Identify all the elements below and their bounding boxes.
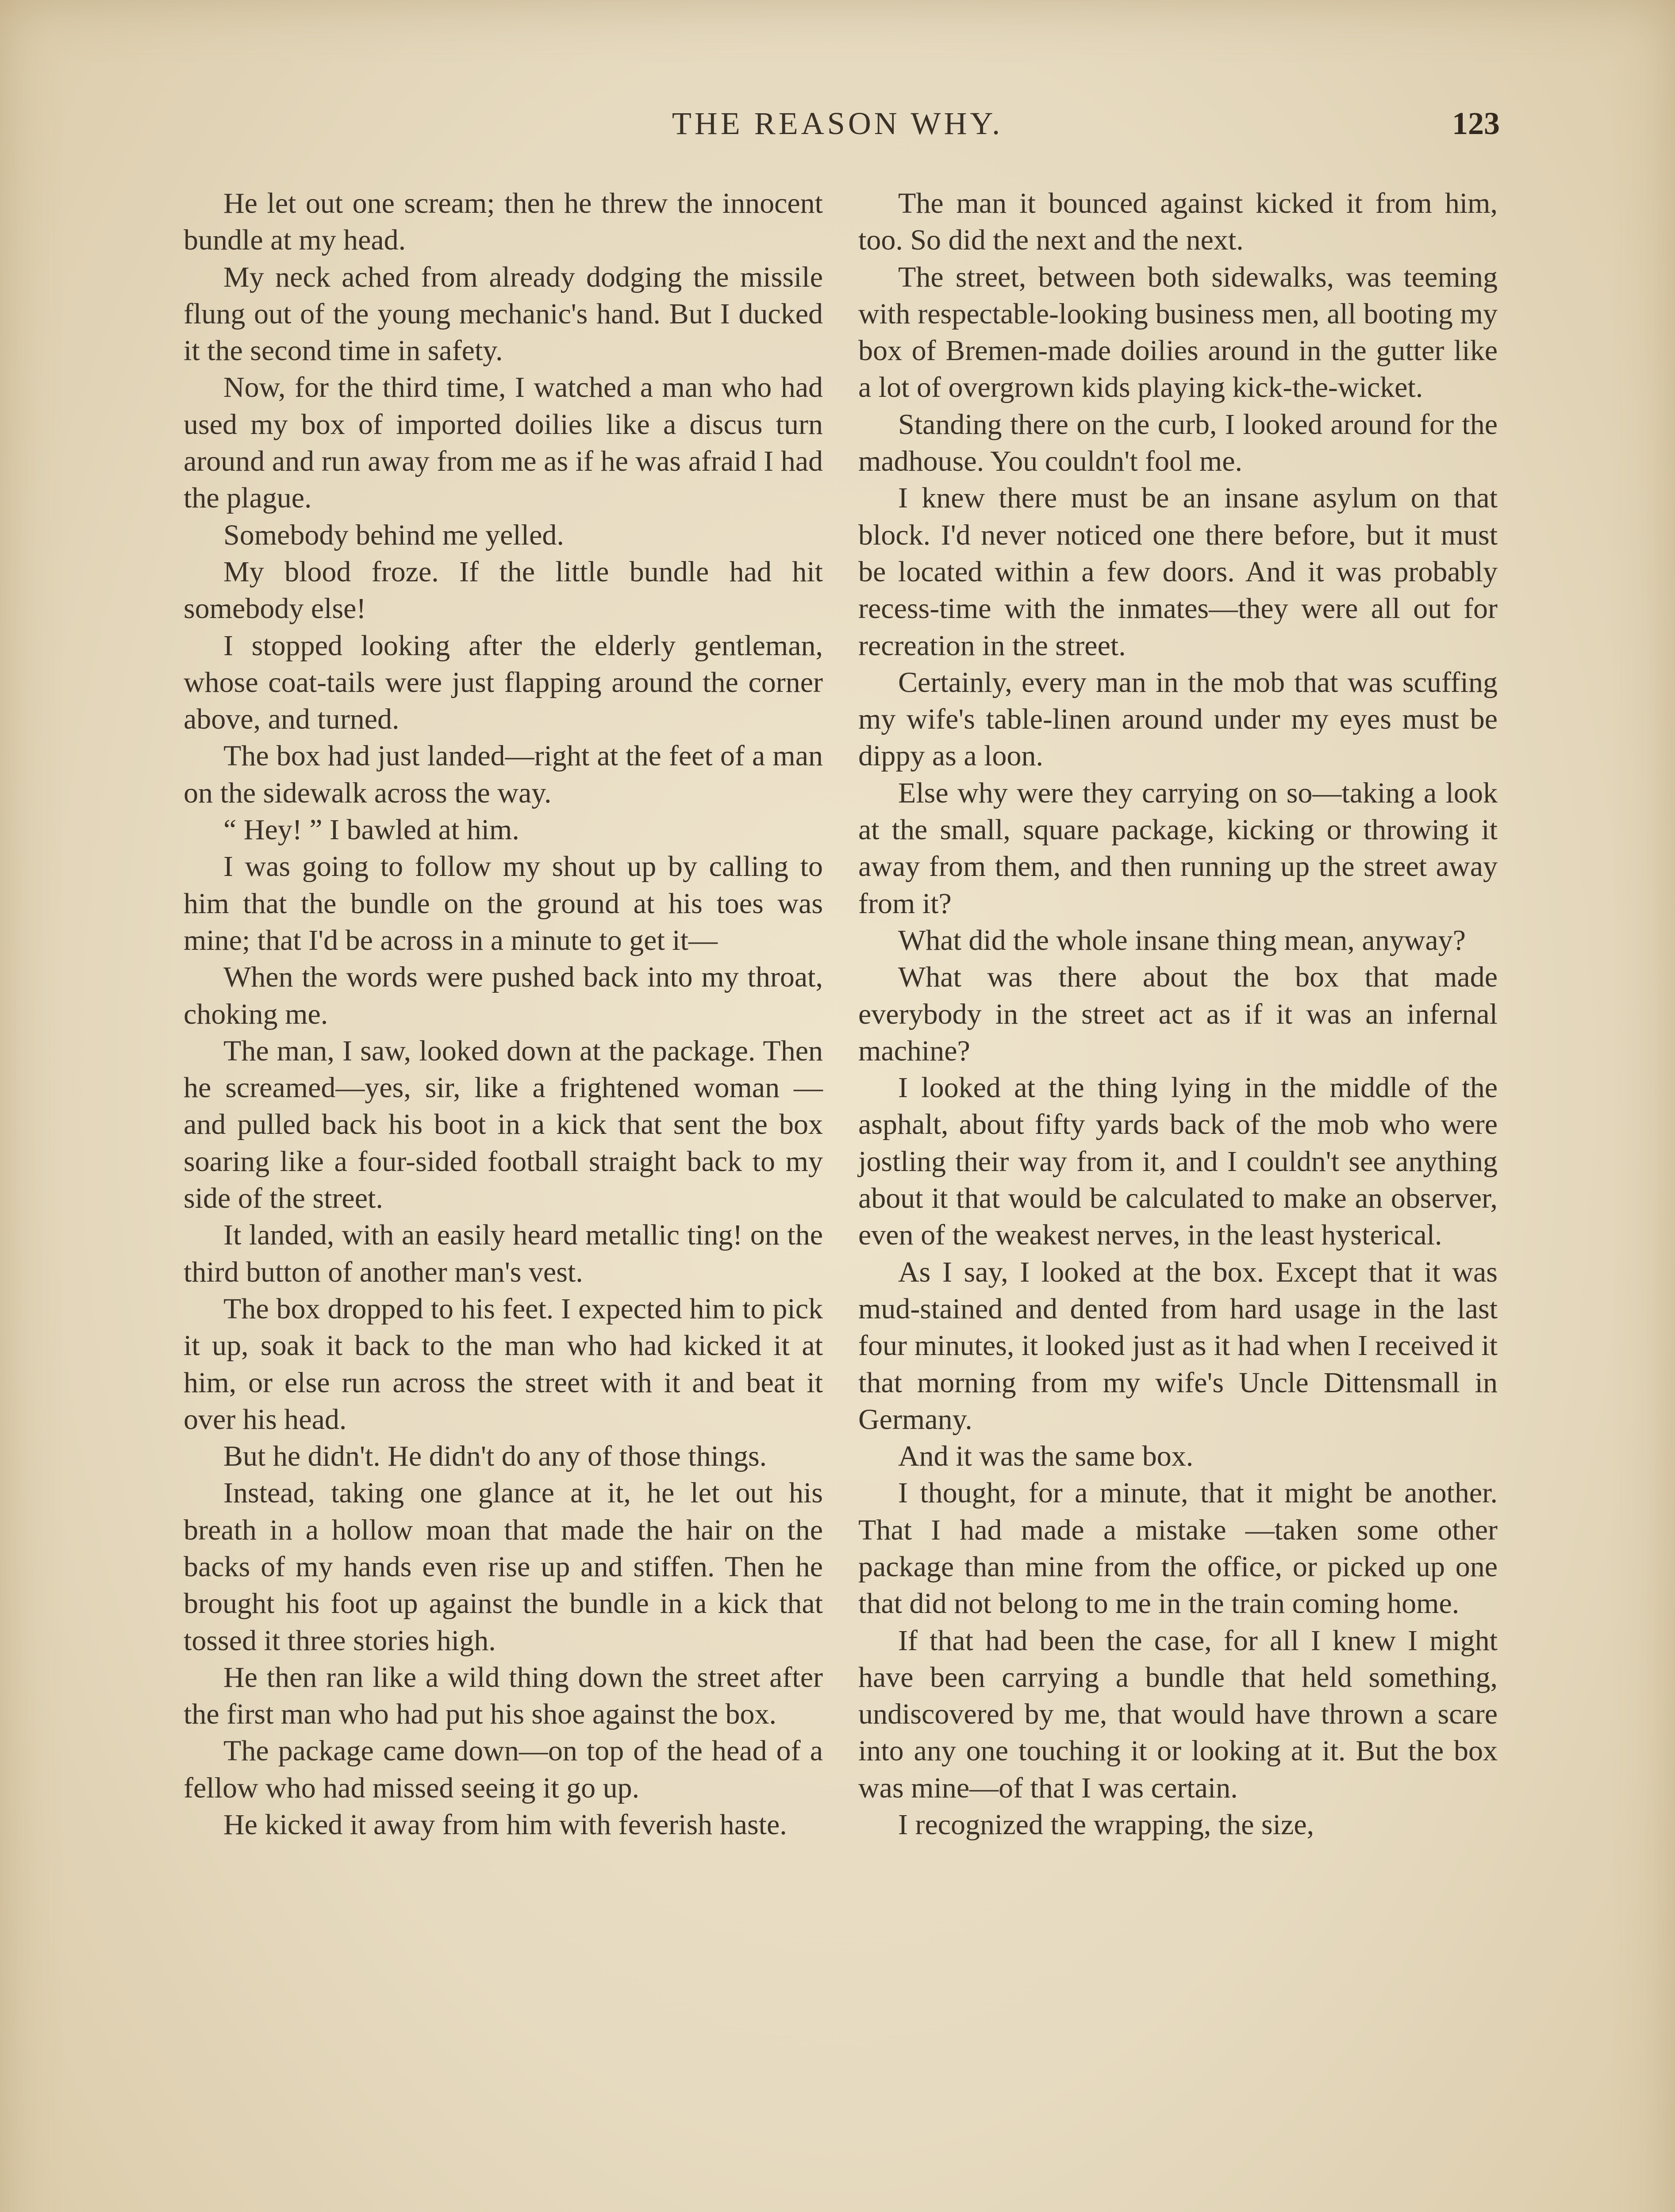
paragraph: And it was the same box.	[898, 1440, 1194, 1473]
paragraph: The package came down—on top of the head of a fellow who had missed seeing it go up.	[184, 1735, 823, 1804]
running-head: THE REASON WHY.	[672, 106, 1003, 141]
paragraph: I knew there must be an insane asylum on that block. I'd never noticed one there before, but it must be located within a few doors. And it was probably recess-time with the inmates—they were all out for recreation in the street.	[858, 482, 1498, 662]
paragraph: The box had just landed—right at the feet of a man on the sidewalk across the way.	[184, 740, 823, 809]
paragraph: The man, I saw, looked down at the package. Then he screamed—yes, sir, like a frightened woman — and pulled back his boot in a kick that sent the box soaring like a four-sided football straight back to my side of the street.	[184, 1034, 823, 1215]
paragraph: My neck ached from already dodging the missile flung out of the young mechanic's hand. But I ducked it the second time in safety.	[184, 261, 823, 367]
paragraph: I was going to follow my shout up by calling to him that the bundle on the ground at his toes was mine; that I'd be across in a minute to get it—	[184, 850, 823, 956]
paragraph: Instead, taking one glance at it, he let out his breath in a hollow moan that made the hair on the backs of my hands even rise up and stiffen. Then he brought his foot up against the bundle in a kick that tossed it three stories high.	[184, 1477, 823, 1657]
paragraph: I thought, for a minute, that it might be another. That I had made a mistake —taken some other package than mine from the office, or picked up one that did not belong to me in the train coming home.	[858, 1477, 1498, 1620]
right-column	[858, 185, 1498, 1843]
paragraph: I stopped looking after the elderly gentleman, whose coat-tails were just flapping around the corner above, and turned.	[184, 629, 823, 736]
page-number: 123	[1452, 106, 1500, 141]
paragraph: As I say, I looked at the box. Except that it was mud-stained and dented from hard usage in the last four minutes, it looked just as it had when I received it that morning from my wife's Uncle Dittensmall in Germany.	[858, 1256, 1498, 1436]
paragraph: What was there about the box that made everybody in the street act as if it was an infernal machine?	[858, 961, 1498, 1067]
paragraph: He let out one scream; then he threw the innocent bundle at my head.	[184, 187, 823, 257]
paragraph: Somebody behind me yelled.	[223, 518, 564, 551]
paragraph: Certainly, every man in the mob that was scuffing my wife's table-linen around under my eyes must be dippy as a loon.	[858, 666, 1498, 772]
paragraph: The street, between both sidewalks, was teeming with respectable-looking business men, all booting my box of Bremen-made doilies around in the gutter like a lot of overgrown kids playing kick-the-wicket.	[858, 261, 1498, 404]
paragraph: What did the whole insane thing mean, anyway?	[898, 924, 1466, 956]
paragraph: I looked at the thing lying in the middle of the asphalt, about fifty yards back of the mob who were jostling their way from it, and I couldn't see anything about it that would be calculated to make an observer, even of the weakest nerves, in the least hysterical.	[858, 1071, 1498, 1252]
paragraph: The box dropped to his feet. I expected him to pick it up, soak it back to the man who had kicked it at him, or else run across the street with it and beat it over his head.	[184, 1292, 823, 1436]
paragraph: He kicked it away from him with feverish haste.	[223, 1809, 787, 1841]
paragraph: Else why were they carrying on so—taking a look at the small, square package, kicking or throwing it away from them, and then running up the street away from it?	[858, 776, 1498, 920]
paragraph: But he didn't. He didn't do any of those things.	[223, 1440, 767, 1473]
paragraph: Standing there on the curb, I looked around for the madhouse. You couldn't fool me.	[858, 408, 1498, 478]
paragraph: Now, for the third time, I watched a man who had used my box of imported doilies like a discus turn around and run away from me as if he was afraid I had the plague.	[184, 371, 823, 515]
paragraph: It landed, with an easily heard metallic ting! on the third button of another man's vest.	[184, 1219, 823, 1288]
paragraph: If that had been the case, for all I knew I might have been carrying a bundle that held something, undiscovered by me, that would have thrown a scare into any one touching it or looking at it. But the box was mine—of that I was certain.	[858, 1624, 1498, 1804]
paragraph: I recognized the wrapping, the size,	[898, 1809, 1314, 1841]
paragraph: The man it bounced against kicked it from him, too. So did the next and the next.	[858, 187, 1498, 257]
paragraph: My blood froze. If the little bundle had hit somebody else!	[184, 555, 823, 625]
paragraph: He then ran like a wild thing down the street after the first man who had put his shoe against the box.	[184, 1661, 823, 1731]
left-column	[184, 185, 823, 1843]
paragraph: When the words were pushed back into my throat, choking me.	[184, 961, 823, 1030]
paragraph: “ Hey! ” I bawled at him.	[223, 814, 519, 846]
